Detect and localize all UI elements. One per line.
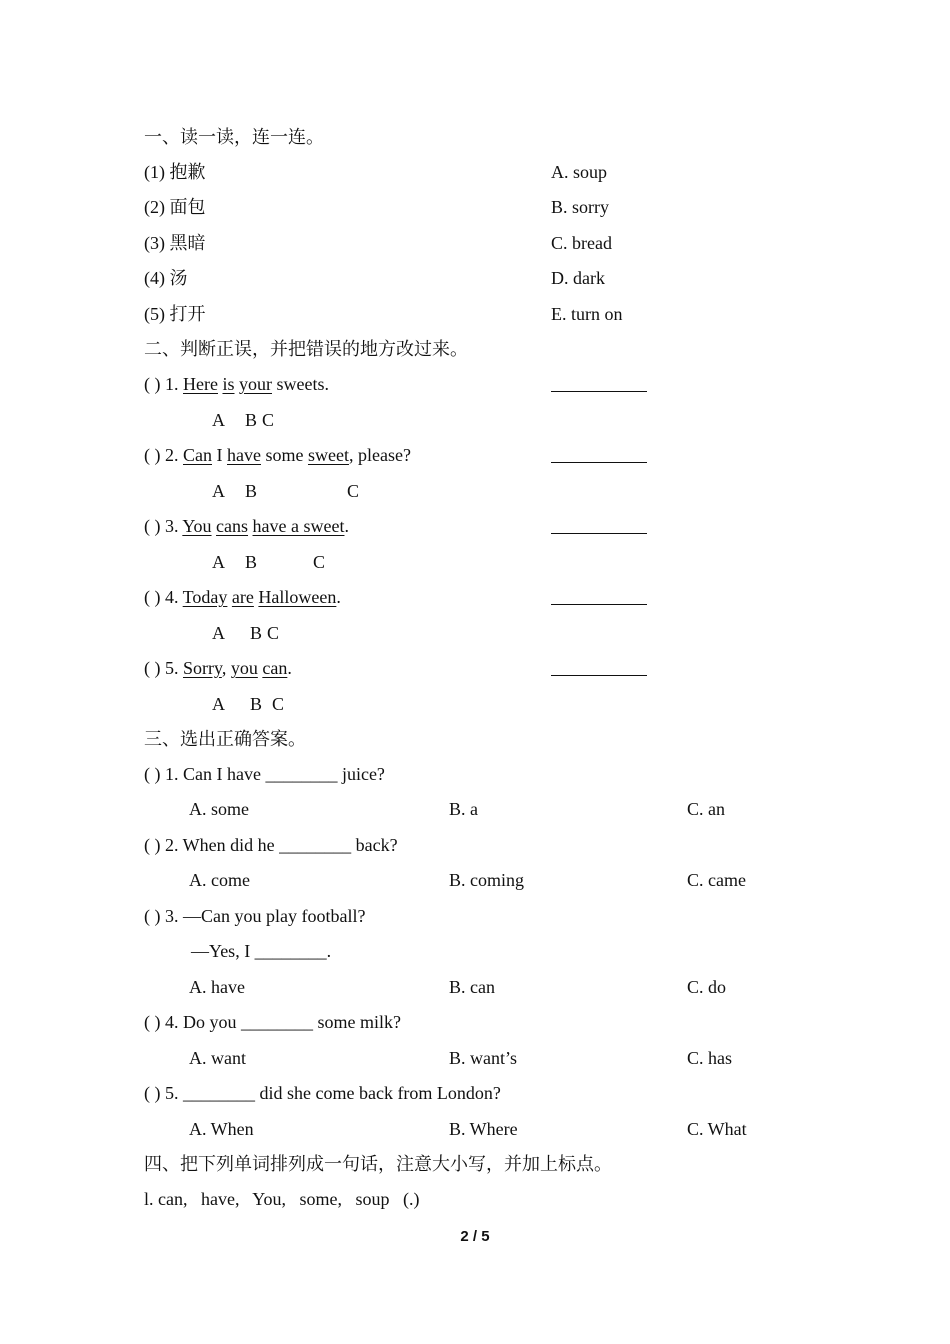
label-a: A (212, 481, 225, 501)
correction-blank-4[interactable] (551, 586, 647, 610)
choice-option-b[interactable]: B. can (449, 977, 495, 997)
label-a: A (212, 410, 225, 430)
choice-option-a[interactable]: A. come (189, 870, 250, 890)
choice-option-b[interactable]: B. coming (449, 870, 524, 890)
match-right-3: C. bread (551, 233, 612, 253)
choice-option-a[interactable]: A. some (189, 799, 249, 819)
option-b-underlined: is (222, 374, 235, 394)
error-question-1: ( ) 1. Here is your sweets. (144, 374, 329, 394)
option-c-underlined: your (239, 374, 272, 394)
label-c: C (267, 623, 280, 643)
label-c: C (313, 552, 326, 572)
choice-option-a[interactable]: A. When (189, 1119, 254, 1139)
label-a: A (212, 694, 225, 714)
match-left-5: (5) 打开 (144, 304, 206, 324)
option-a-underlined: Today (182, 587, 228, 607)
option-b-underlined: have (227, 445, 261, 465)
option-c-underlined: have a sweet (252, 516, 345, 536)
label-b: B (245, 481, 258, 501)
choice-option-a[interactable]: A. want (189, 1048, 246, 1068)
option-a-underlined: Here (183, 374, 218, 394)
option-a-underlined: Sorry (183, 658, 222, 678)
correction-blank-2[interactable] (551, 444, 647, 468)
match-right-5: E. turn on (551, 304, 623, 324)
label-b: B (250, 694, 263, 714)
correction-blank-3[interactable] (551, 515, 647, 539)
choice-question-2: ( ) 2. When did he ________ back? (144, 835, 398, 855)
choice-option-b[interactable]: B. a (449, 799, 478, 819)
choice-option-a[interactable]: A. have (189, 977, 245, 997)
match-left-3: (3) 黑暗 (144, 233, 206, 253)
choice-option-c[interactable]: C. What (687, 1119, 747, 1139)
option-c-underlined: can (262, 658, 288, 678)
match-left-2: (2) 面包 (144, 197, 206, 217)
choice-question-5: ( ) 5. ________ did she come back from London? (144, 1083, 501, 1103)
section-4-title: 四、把下列单词排列成一句话，注意大小写，并加上标点。 (144, 1154, 612, 1174)
choice-option-c[interactable]: C. do (687, 977, 727, 997)
error-question-3: ( ) 3. You cans have a sweet. (144, 516, 349, 536)
error-question-2: ( ) 2. Can I have some sweet, please? (144, 445, 411, 465)
choice-option-c[interactable]: C. came (687, 870, 746, 890)
label-c: C (262, 410, 275, 430)
label-b: B (250, 623, 263, 643)
match-right-2: B. sorry (551, 197, 609, 217)
section-2-title: 二、判断正误，并把错误的地方改过来。 (144, 339, 468, 359)
label-a: A (212, 552, 225, 572)
option-c-underlined: sweet (307, 445, 349, 465)
option-c-underlined: Halloween (258, 587, 337, 607)
choice-option-c[interactable]: C. has (687, 1048, 732, 1068)
choice-question-3: ( ) 3. —Can you play football? (144, 906, 366, 926)
match-left-4: (4) 汤 (144, 268, 188, 288)
label-c: C (347, 481, 360, 501)
choice-question-4: ( ) 4. Do you ________ some milk? (144, 1012, 401, 1032)
reorder-question-1: l. can, have, You, some, soup (.) (144, 1189, 420, 1209)
option-a-underlined: Can (183, 445, 212, 465)
correction-blank-1[interactable] (551, 373, 647, 397)
page-number: 2 / 5 (460, 1228, 490, 1245)
match-right-1: A. soup (551, 162, 608, 182)
option-a-underlined: You (182, 516, 212, 536)
error-question-5: ( ) 5. Sorry, you can. (144, 658, 292, 678)
choice-option-c[interactable]: C. an (687, 799, 725, 819)
choice-question-1: ( ) 1. Can I have ________ juice? (144, 764, 385, 784)
label-c: C (272, 694, 285, 714)
section-3-title: 三、选出正确答案。 (144, 729, 306, 749)
label-b: B (245, 552, 258, 572)
choice-question-3-reply: —Yes, I ________. (191, 941, 332, 961)
label-b: B (245, 410, 258, 430)
option-b-underlined: you (230, 658, 258, 678)
option-b-underlined: are (231, 587, 254, 607)
section-1-title: 一、读一读，连一连。 (144, 127, 324, 147)
match-right-4: D. dark (551, 268, 605, 288)
match-left-1: (1) 抱歉 (144, 162, 206, 182)
label-a: A (212, 623, 225, 643)
correction-blank-5[interactable] (551, 657, 647, 681)
error-question-4: ( ) 4. Today are Halloween. (144, 587, 341, 607)
choice-option-b[interactable]: B. Where (449, 1119, 518, 1139)
option-b-underlined: cans (216, 516, 249, 536)
choice-option-b[interactable]: B. want’s (449, 1048, 518, 1068)
